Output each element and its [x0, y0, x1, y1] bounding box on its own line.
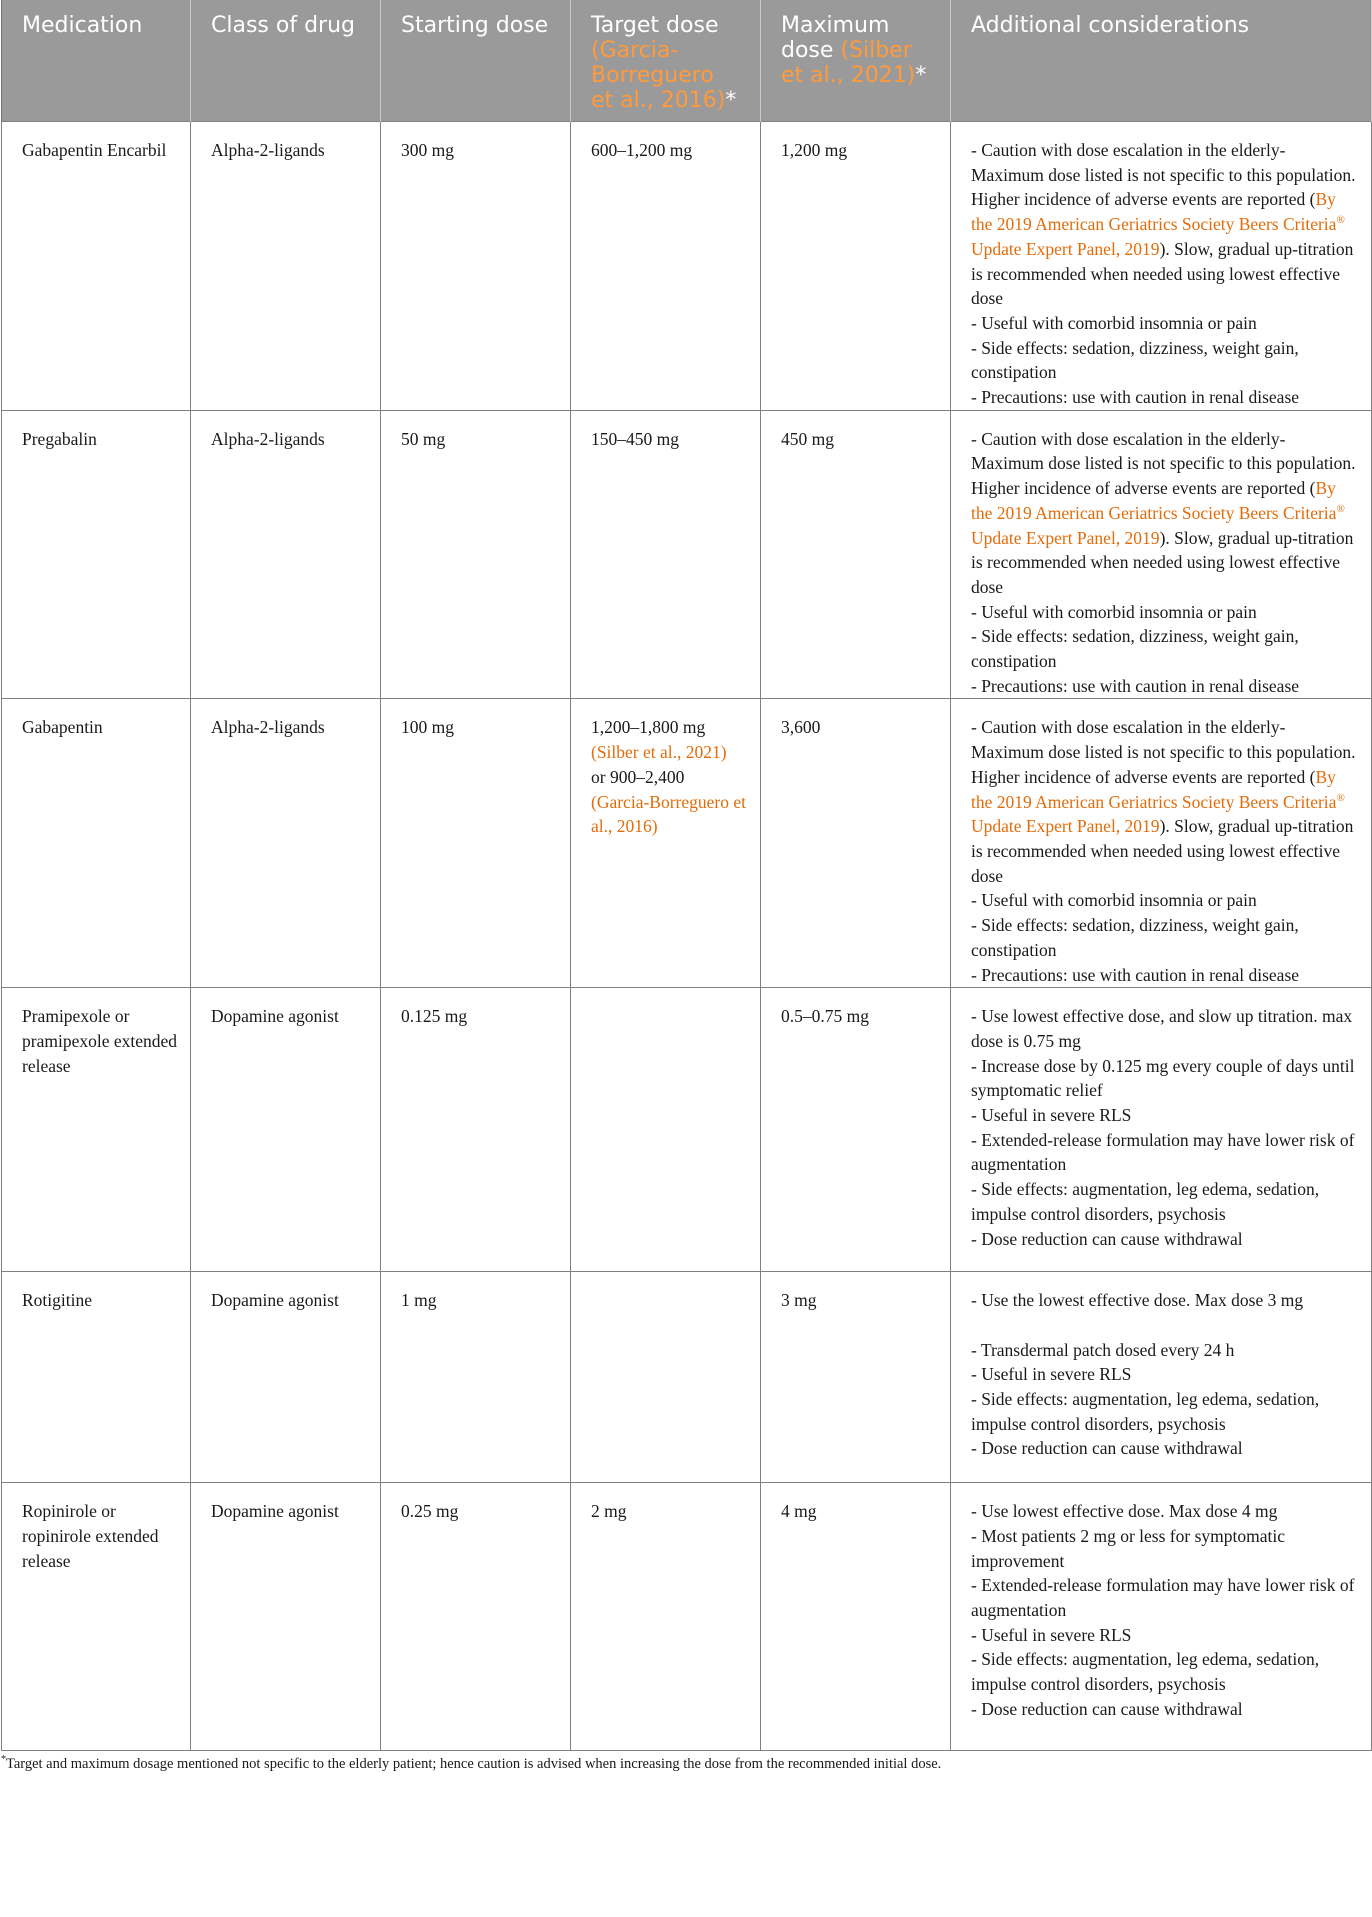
header-target-citation[interactable]: (Garcia-Borreguero et al., 2016) — [591, 38, 726, 113]
cell-class: Dopamine agonist — [191, 1272, 381, 1483]
cell-target-dose — [571, 988, 761, 1272]
cell-class: Alpha-2-ligands — [191, 122, 381, 411]
header-target-asterisk: * — [725, 88, 737, 113]
note-line: - Useful with comorbid insomnia or pain — [971, 890, 1257, 911]
header-max-asterisk: * — [915, 63, 927, 88]
note-line: - Side effects: sedation, dizziness, weight gain, constipation — [971, 626, 1299, 672]
table-row — [2, 1272, 1372, 1483]
header-target-dose — [571, 0, 761, 122]
note-text: ). Slow, gradual up-titration is recommended when needed using lowest effective dose — [971, 816, 1354, 886]
header-maximum-dose — [761, 0, 951, 122]
cell-additional — [951, 988, 1372, 1272]
note-line: - Side effects: sedation, dizziness, weight gain, constipation — [971, 915, 1299, 960]
note-line: - Side effects: augmentation, leg edema, sedation, impulse control disorders, psychosis — [971, 1649, 1320, 1695]
footnote-asterisk: * — [1, 1754, 6, 1766]
note-text: ). Slow, gradual up-titration is recommended when needed using lowest effective dose — [971, 238, 1354, 309]
table-row — [2, 122, 1372, 411]
table-row — [2, 1483, 1372, 1751]
note-line: - Useful with comorbid insomnia or pain — [971, 601, 1257, 622]
cell-medication: Ropinirole or ropinirole extended release — [2, 1483, 191, 1751]
citation-text: Update Expert Panel, 2019 — [971, 816, 1160, 837]
cell-medication: Pregabalin — [2, 410, 191, 699]
cell-max-dose: 3 mg — [761, 1272, 951, 1483]
cell-starting-dose: 50 mg — [381, 410, 571, 699]
note-line: - Side effects: sedation, dizziness, weight gain, constipation — [971, 337, 1299, 383]
note-line: - Precautions: use with caution in renal disease — [971, 387, 1300, 408]
note-line: - Useful in severe RLS — [971, 1364, 1132, 1385]
citation-text: By the 2019 American Geriatrics Society Beers Criteria — [971, 189, 1337, 235]
cell-max-dose: 1,200 mg — [761, 122, 951, 411]
cell-additional — [951, 1272, 1372, 1483]
note-line: - Use lowest effective dose, and slow up titration. max dose is 0.75 mg — [971, 1006, 1353, 1051]
note-line: - Precautions: use with caution in renal disease — [971, 675, 1300, 696]
table-row — [2, 988, 1372, 1272]
citation-text: Update Expert Panel, 2019 — [971, 238, 1160, 259]
note-text: - Caution with dose escalation in the elderly- Maximum dose listed is not specific to this population. Higher incidence of adverse events are reported ( — [971, 140, 1356, 210]
table-footnote — [0, 1751, 1372, 1773]
citation-text: Update Expert Panel, 2019 — [971, 527, 1160, 548]
cell-medication: Gabapentin Encarbil — [2, 122, 191, 411]
note-line: - Use lowest effective dose. Max dose 4 mg — [971, 1501, 1278, 1522]
header-max-citation[interactable]: (Silber et al., 2021) — [781, 38, 916, 88]
header-starting-dose: Starting dose — [381, 0, 571, 122]
note-line: - Useful in severe RLS — [971, 1624, 1132, 1645]
note-line: - Useful in severe RLS — [971, 1105, 1132, 1126]
cell-target-dose — [571, 1272, 761, 1483]
cell-class: Dopamine agonist — [191, 1483, 381, 1751]
header-max-label: Maximum dose — [781, 13, 890, 63]
cell-additional — [951, 1483, 1372, 1751]
cell-target-dose: 600–1,200 mg — [571, 122, 761, 411]
cell-class: Dopamine agonist — [191, 988, 381, 1272]
medication-table — [1, 0, 1372, 1751]
note-line: - Increase dose by 0.125 mg every couple of days until symptomatic relief — [971, 1055, 1355, 1101]
cell-additional — [951, 410, 1372, 699]
target-dose-range: 1,200–1,800 mg — [591, 717, 706, 738]
note-line: - Dose reduction can cause withdrawal — [971, 1228, 1243, 1249]
note-text: - Caution with dose escalation in the elderly- Maximum dose listed is not specific to this population. Higher incidence of adverse events are reported ( — [971, 428, 1356, 499]
cell-max-dose: 0.5–0.75 mg — [761, 988, 951, 1272]
cell-target-dose — [571, 699, 761, 988]
note-line: - Use the lowest effective dose. Max dose 3 mg — [971, 1290, 1304, 1311]
note-text: ). Slow, gradual up-titration is recommended when needed using lowest effective dose — [971, 527, 1354, 597]
table-row — [2, 410, 1372, 699]
cell-medication: Rotigitine — [2, 1272, 191, 1483]
cell-medication: Gabapentin — [2, 699, 191, 988]
registered-mark: ® — [1336, 214, 1345, 227]
cell-medication: Pramipexole or pramipexole extended release — [2, 988, 191, 1272]
header-target-label: Target dose — [591, 13, 719, 38]
cell-class: Alpha-2-ligands — [191, 410, 381, 699]
note-line: - Extended-release formulation may have lower risk of augmentation — [971, 1575, 1355, 1621]
note-line: - Precautions: use with caution in renal disease — [971, 964, 1300, 985]
note-line: - Side effects: augmentation, leg edema, sedation, impulse control disorders, psychosis — [971, 1179, 1320, 1224]
note-line: - Dose reduction can cause withdrawal — [971, 1698, 1243, 1719]
cell-starting-dose: 0.25 mg — [381, 1483, 571, 1751]
cell-starting-dose: 0.125 mg — [381, 988, 571, 1272]
citation-link[interactable]: (Silber et al., 2021) — [591, 742, 727, 763]
note-line: - Dose reduction can cause withdrawal — [971, 1438, 1243, 1459]
note-line: - Side effects: augmentation, leg edema, sedation, impulse control disorders, psychosis — [971, 1389, 1320, 1434]
citation-text: By the 2019 American Geriatrics Society Beers Criteria — [971, 478, 1337, 523]
note-text: - Caution with dose escalation in the elderly- Maximum dose listed is not specific to this population. Higher incidence of adverse events are reported ( — [971, 717, 1356, 787]
footnote-text: Target and maximum dosage mentioned not specific to the elderly patient; hence caution is advised when increasing the dose from the recommended initial dose. — [6, 1756, 942, 1773]
target-dose-range: or 900–2,400 — [591, 766, 685, 787]
note-line: - Useful with comorbid insomnia or pain — [971, 312, 1257, 333]
cell-max-dose: 450 mg — [761, 410, 951, 699]
cell-max-dose: 3,600 — [761, 699, 951, 988]
cell-starting-dose: 300 mg — [381, 122, 571, 411]
cell-max-dose: 4 mg — [761, 1483, 951, 1751]
note-line: - Most patients 2 mg or less for symptomatic improvement — [971, 1525, 1285, 1571]
table-row — [2, 699, 1372, 988]
registered-mark: ® — [1336, 791, 1345, 804]
cell-starting-dose: 100 mg — [381, 699, 571, 988]
registered-mark: ® — [1336, 503, 1345, 516]
header-medication: Medication — [2, 0, 191, 122]
note-line: - Transdermal patch dosed every 24 h — [971, 1339, 1235, 1360]
cell-target-dose: 2 mg — [571, 1483, 761, 1751]
cell-starting-dose: 1 mg — [381, 1272, 571, 1483]
cell-target-dose: 150–450 mg — [571, 410, 761, 699]
cell-class: Alpha-2-ligands — [191, 699, 381, 988]
note-line: - Extended-release formulation may have lower risk of augmentation — [971, 1129, 1355, 1175]
cell-additional — [951, 699, 1372, 988]
cell-additional — [951, 122, 1372, 411]
header-class: Class of drug — [191, 0, 381, 122]
header-additional: Additional considerations — [951, 0, 1372, 122]
table-header-row — [2, 0, 1372, 122]
citation-link[interactable]: (Garcia-Borreguero et al., 2016) — [591, 791, 746, 837]
citation-text: By the 2019 American Geriatrics Society Beers Criteria — [971, 766, 1337, 812]
